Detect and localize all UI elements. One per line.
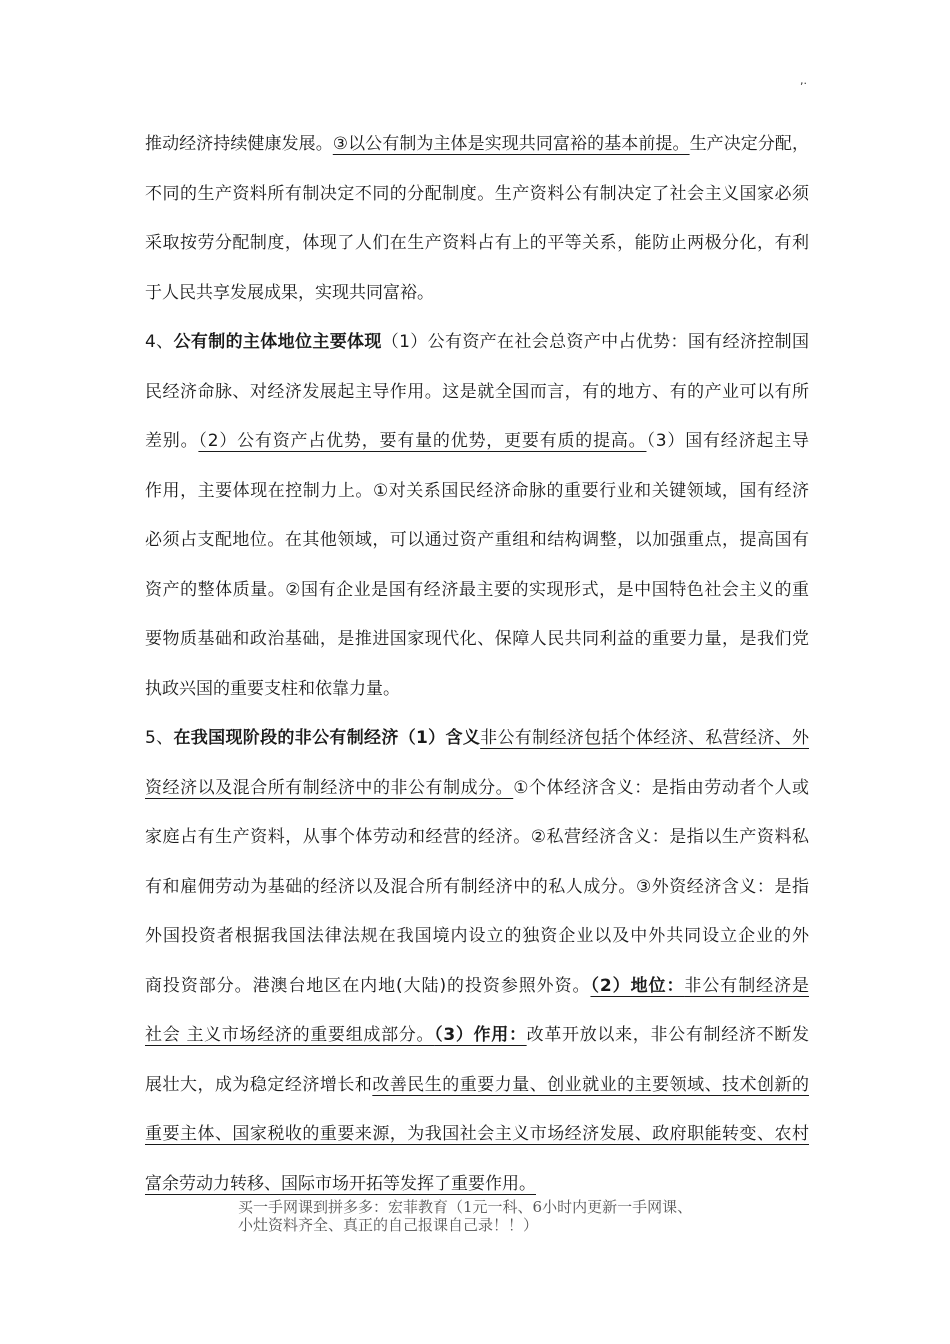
text-segment: 家庭占有生产资料，从事个体劳动和经营的经济。②私营经济含义：是指以生产资料私 [145,827,809,847]
text-segment: （1）公有资产在社会总资产中占优势：国有经济控制国 [381,332,809,352]
text-segment: （3）国有经济起主导 [646,431,809,451]
text-line [145,912,809,962]
underlined-text: 非公有制经济是 [684,975,809,996]
footer-line-1: 买一手网课到拼多多：宏菲教育（1元一科、6小时内更新一手网课、 [238,1198,693,1216]
text-line [145,566,809,616]
document-body [145,120,809,1209]
underlined-text: ③以公有制为主体是实现共同富裕的基本前提。 [332,134,690,154]
underlined-text: 富余劳动力转移、国际市场开拓等发挥了重要作用。 [145,1173,536,1194]
text-line [145,714,809,764]
text-segment: 5、 [145,728,174,748]
text-line [145,1011,809,1061]
text-segment: 民经济命脉、对经济发展起主导作用。这是就全国而言，有的地方、有的产业可以有所 [145,381,809,402]
text-line [145,368,809,418]
text-line [145,516,809,566]
text-segment: 商投资部分。港澳台地区在内地(大陆)的投资参照外资。 [145,975,591,996]
underlined-text: （2）公有资产占优势，要有量的优势，更要有质的提高。 [198,431,647,451]
text-line [145,1061,809,1111]
text-segment: 于人民共享发展成果，实现共同富裕。 [145,282,434,303]
underlined-text: 非公有制经济包括个体经济、私营经济、外 [480,728,809,748]
text-line [145,467,809,517]
text-line [145,318,809,368]
text-line [145,764,809,814]
text-segment: 要物质基础和政治基础，是推进国家现代化、保障人民共同利益的重要力量，是我们党 [145,629,809,649]
text-line [145,417,809,467]
underlined-text: 资经济以及混合所有制经济中的非公有制成分。 [145,777,514,798]
bold-text: （2）地位： [590,975,685,996]
text-line [145,120,809,170]
text-segment: 采取按劳分配制度，体现了人们在生产资料占有上的平等关系，能防止两极分化，有利 [145,233,809,253]
text-segment: 作用，主要体现在控制力上。①对关系国民经济命脉的重要行业和关键领域，国有经济 [145,480,809,501]
text-line [145,219,809,269]
text-segment: 改革开放以来，非公有制经济不断发 [526,1025,809,1045]
page-corner-mark: ,. [800,74,807,87]
text-segment: 资产的整体质量。②国有企业是国有经济最主要的实现形式，是中国特色社会主义的重 [145,579,809,600]
text-segment: ①个体经济含义：是指由劳动者个人或 [513,777,809,798]
text-line [145,665,809,715]
text-segment: 有和雇佣劳动为基础的经济以及混合所有制经济中的私人成分。③外资经济含义：是指 [145,876,809,897]
text-segment: 必须占支配地位。在其他领域，可以通过资产重组和结构调整，以加强重点，提高国有 [145,530,809,550]
text-segment: 执政兴国的重要支柱和依靠力量。 [145,678,400,699]
text-segment: 展壮大，成为稳定经济增长和 [145,1074,373,1095]
bold-text: 在我国现阶段的非公有制经济（1）含义 [173,728,481,748]
text-segment: 不同的生产资料所有制决定不同的分配制度。生产资料公有制决定了社会主义国家必须 [145,183,809,204]
bold-text: （3）作用： [434,1025,527,1045]
footer-note [238,1198,758,1234]
text-segment: 推动经济持续健康发展。 [145,134,333,154]
underlined-text: 重要主体、国家税收的重要来源，为我国社会主义市场经济发展、政府职能转变、农村 [145,1124,809,1144]
text-line [145,962,809,1012]
text-segment: 4、 [145,332,174,352]
text-line [145,863,809,913]
footer-line-2: 小灶资料齐全、真正的自己报课自己录！！） [238,1216,539,1234]
text-line [145,170,809,220]
text-line [145,813,809,863]
text-segment: 外国投资者根据我国法律法规在我国境内设立的独资企业以及中外共同设立企业的外 [145,926,809,946]
bold-text: 公有制的主体地位主要体现 [173,332,382,352]
text-line [145,1110,809,1160]
text-segment: 生产决定分配， [689,134,809,154]
underlined-text: 社会 主义市场经济的重要组成部分。 [145,1025,435,1045]
text-segment: 差别。 [145,431,199,451]
underlined-text: 改善民生的重要力量、创业就业的主要领域、技术创新的 [372,1074,809,1095]
text-line [145,615,809,665]
text-line [145,269,809,319]
